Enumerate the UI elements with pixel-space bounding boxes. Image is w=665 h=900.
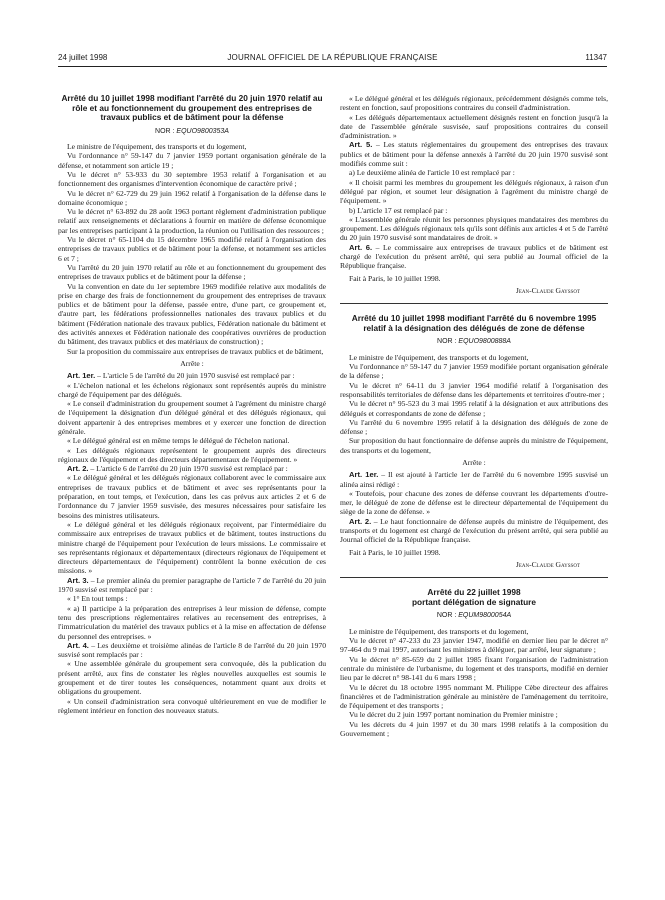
article-item: « Il choisit parmi les membres du groupement les délégués régionaux, à raison d'un délégué par région, et soumet leur désignation à l'agrément du ministre chargé de l'équipement. » (340, 177, 608, 206)
decree-title-line: Arrêté du 22 juillet 1998 (427, 587, 521, 598)
article-text: – L'article 5 de l'arrêté du 20 juin 1970 susvisé est remplacé par : (95, 371, 295, 381)
article-paragraph: « Le conseil d'administration du groupement soumet à l'agrément du ministre chargé de l'équipement la désignation d'un délégué général et des délégués régionaux, qui doivent appartenir à des entreprises membres et y exercer une fonction de direction générale. (58, 399, 326, 436)
article-label: Art. 4. (67, 640, 89, 650)
article-paragraph (58, 641, 326, 660)
article-label: Art. 1er. (349, 470, 379, 480)
decree-title-line: portant délégation de signature (411, 596, 536, 607)
preamble-paragraph: Vu le décret n° 64-11 du 3 janvier 1964 modifié relatif à l'organisation des responsabilités territoriales de défense dans les départements et territoires d'outre-mer ; (340, 380, 608, 399)
signing-place-date: Fait à Paris, le 10 juillet 1998. (349, 273, 441, 283)
article-paragraph (340, 517, 608, 545)
nor-code: EQUO9800353A (176, 127, 229, 135)
arrete-heading: Arrête : (462, 457, 486, 467)
article-item: b) L'article 17 est remplacé par : (349, 205, 448, 215)
article-paragraph: « Le délégué général est en même temps le délégué de l'échelon national. (67, 436, 290, 446)
section-divider (340, 303, 608, 304)
journal-title: JOURNAL OFFICIEL DE LA RÉPUBLIQUE FRANÇAISE (227, 53, 438, 62)
preamble-paragraph: Vu le décret du 18 octobre 1995 nommant M. Philippe Cèbe directeur des affaires financières et de l'administration générale au ministère de l'aménagement du territoire, de l'équipement et des transports ; (340, 682, 608, 711)
right-column (340, 94, 608, 738)
article-label: Art. 1er. (67, 371, 96, 381)
page-number: 11347 (585, 53, 607, 62)
article-paragraph: « a) Il participe à la préparation des entreprises à leur mission de défense, compte tenu des prescriptions réglementaires relatives au recensement des entreprises, à l'immatriculation du matériel des travaux publics et à la mise en affectation de défense du personnel des entreprises. » (58, 603, 326, 641)
article-paragraph: « 1° En tout temps : (67, 594, 128, 604)
nor-label: NOR : (437, 338, 459, 346)
article-label: Art. 6. (349, 242, 373, 252)
nor-label: NOR : (436, 612, 459, 620)
preamble-paragraph: Vu le décret n° 47-233 du 23 janvier 1947, modifié en dernier lieu par le décret n° 97-464 du 9 mai 1997, autorisant les ministres à déléguer, par arrêté, leur signature ; (340, 636, 608, 655)
preamble-paragraph: Sur la proposition du commissaire aux entreprises de travaux publics et de bâtiment, (67, 346, 324, 356)
left-column (58, 94, 326, 715)
nor-reference (340, 611, 608, 620)
preamble-paragraph: Le ministre de l'équipement, des transports et du logement, (67, 142, 247, 152)
article-label: Art. 2. (67, 464, 89, 474)
article-paragraph: « L'échelon national et les échelons régionaux sont représentés auprès du ministre chargé de l'équipement par des délégués. (58, 380, 326, 399)
article-text: – Le commissaire aux entreprises de travaux publics et de bâtiment est chargé de l'exécution du présent arrêté, qui sera publié au Journal officiel de la République française. (340, 242, 608, 271)
preamble-paragraph: Vu l'arrêté du 6 novembre 1995 relatif à la désignation des délégués de zone de défense ; (340, 417, 608, 437)
article-paragraph (58, 371, 326, 380)
article-text: – Les deuxième et troisième alinéas de l'article 8 de l'arrêté du 20 juin 1970 susvisé sont remplacés par : (58, 640, 326, 660)
nor-reference (340, 337, 608, 346)
preamble-paragraph: Vu le décret n° 85-659 du 2 juillet 1985 fixant l'organisation de l'administration centrale du ministère de l'urbanisme, du logement et des transports, modifié en dernier lieu par le décret n° 98-141 du 6 mars 1998 ; (340, 654, 608, 683)
decree-title: Arrêté du 10 juillet 1998 modifiant l'arrêté du 20 juin 1970 relatif au rôle et au fonctionnement du groupement des entreprises de travaux publics et de bâtiment pour la défense (61, 93, 323, 123)
signing-place-date: Fait à Paris, le 10 juillet 1998. (349, 547, 441, 557)
article-item: « L'assemblée générale réunit les personnes physiques mandataires des membres du groupement. Les délégués régionaux tels qu'ils sont définis aux articles 4 et 5 de l'arrêté du 20 juin 1970 susvisé sont mandataires de droit. » (340, 214, 608, 243)
preamble-paragraph: Le ministre de l'équipement, des transports et du logement, (349, 626, 529, 636)
article-paragraph (340, 243, 608, 271)
article-paragraph: « Un conseil d'administration sera convoqué ultérieurement en vue de modifier le règlement intérieur en fonction des nouveaux statuts. (58, 696, 326, 715)
preamble-paragraph: Vu le décret n° 63-892 du 28 août 1963 portant règlement d'administration publique relatif aux renseignements et déclarations à fournir en matière de défense économique par les entreprises participant à la production, la réunion ou l'utilisation des ressources ; (58, 207, 326, 235)
article-text: – L'article 6 de l'arrêté du 20 juin 1970 susvisé est remplacé par : (88, 464, 288, 474)
nor-label: NOR : (155, 127, 177, 135)
page-header (58, 52, 607, 67)
preamble-paragraph: Vu le décret n° 95-523 du 3 mai 1995 relatif à la désignation et aux attributions des délégués et correspondants de zone de défense ; (340, 399, 608, 418)
article-item: a) Le deuxième alinéa de l'article 10 est remplacé par : (349, 168, 515, 178)
decree-title (340, 588, 608, 607)
nor-code: EQUM9800054A (458, 612, 512, 620)
article-text: – Le haut fonctionnaire de défense auprès du ministre de l'équipement, des transports et du logement est chargé de l'exécution du présent arrêté, qui sera publié au Journal officiel de la République française. (340, 516, 608, 545)
article-label: Art. 5. (349, 140, 373, 150)
quote-paragraph: « Les délégués départementaux actuellement désignés restent en fonction jusqu'à la date de l'assemblée générale susvisée, sauf propositions contraires du conseil d'administration. » (340, 112, 608, 141)
decree-title: Arrêté du 10 juillet 1998 modifiant l'arrêté du 6 novembre 1995 relatif à la désignation des délégués de zone de défense (351, 313, 597, 333)
preamble-paragraph: Sur proposition du haut fonctionnaire de défense auprès du ministre de l'équipement, des transports et du logement, (340, 436, 608, 455)
quote-paragraph: « Le délégué général et les délégués régionaux, précédemment désignés comme tels, restent en fonction, sauf propositions contraires du conseil d'administration. (340, 94, 608, 113)
preamble-paragraph: Vu l'arrêté du 20 juin 1970 relatif au rôle et au fonctionnement du groupement des entreprises de travaux publics et de bâtiment pour la défense ; (58, 262, 326, 282)
article-paragraph: « Le délégué général et les délégués régionaux collaborent avec le commissaire aux entreprises de travaux publics et de bâtiment et avec ses représentants pour la préparation, en tout temps, et l'exécution, dans les cas prévus aux articles 2 et 6 de l'ordonnance du 7 janvier 1959 susvisée, des mesures nécessaires pour satisfaire les besoins des ministres utilisateurs. (58, 473, 326, 520)
article-paragraph: « Une assemblée générale du groupement sera convoquée, dès la publication du présent arrêté, aux fins de constater les règles nouvelles auxquelles est soumis le groupement et de tirer toutes les conséquences, notamment quant aux droits et obligations du groupement. (58, 659, 326, 697)
preamble-paragraph: Vu l'ordonnance n° 59-147 du 7 janvier 1959 modifiée portant organisation générale de la défense ; (340, 362, 608, 381)
preamble-paragraph: Vu le décret n° 53-933 du 30 septembre 1953 relatif à l'organisation et au fonctionnement des organismes d'intervention économique de caractère privé ; (58, 169, 326, 189)
article-paragraph (340, 140, 608, 168)
preamble-paragraph: Vu le décret n° 65-1104 du 15 décembre 1965 modifié relatif à l'organisation des entreprises de travaux publics et de bâtiment pour la défense, et notamment ses articles 6 et 7 ; (58, 235, 326, 263)
header-date: 24 juillet 1998 (58, 53, 108, 62)
nor-code: EQUO9800888A (458, 338, 511, 346)
signature: Jean-Claude Gayssot (515, 559, 580, 569)
section-divider (340, 577, 608, 578)
article-paragraph (58, 576, 326, 595)
quote-paragraph: « Toutefois, pour chacune des zones de défense couvrant les départements d'outre-mer, le délégué de zone de défense est le directeur départemental de l'équipement du siège de la zone de défense. » (340, 488, 608, 517)
article-paragraph: « Le délégué général et les délégués régionaux reçoivent, par l'intermédiaire du commissaire aux entreprises de travaux publics et de bâtiment, toutes instructions du ministre chargé de l'équipement pour l'exécution de leurs missions. Le commissaire et ses représentants régionaux et départementaux (directeurs régionaux de l'équipement et directeurs départementaux de l'équipement) contrôlent la bonne exécution de ces missions. » (58, 519, 326, 576)
article-paragraph: « Les délégués régionaux représentent le groupement auprès des directeurs régionaux de l'équipement et des directeurs départementaux de l'équipement. » (58, 445, 326, 464)
preamble-paragraph: Vu le décret du 2 juin 1997 portant nomination du Premier ministre ; (349, 710, 558, 720)
article-text: – Le premier alinéa du premier paragraphe de l'article 7 de l'arrêté du 20 juin 1970 susvisé est remplacé par : (58, 575, 326, 595)
article-paragraph (340, 470, 608, 489)
preamble-paragraph: Vu le décret n° 62-729 du 29 juin 1962 relatif à l'organisation de la défense dans le domaine économique ; (58, 188, 326, 207)
nor-reference (58, 127, 326, 136)
preamble-paragraph: Le ministre de l'équipement, des transports et du logement, (349, 352, 529, 362)
article-label: Art. 2. (349, 516, 372, 526)
preamble-paragraph: Vu les décrets du 4 juin 1997 et du 30 mars 1998 relatifs à la composition du Gouvernement ; (340, 719, 608, 738)
article-text: – Les statuts réglementaires du groupement des entreprises des travaux publics et de bâtiment pour la défense annexés à l'arrêté du 20 juin 1970 susvisé sont modifiés comme suit : (340, 140, 608, 169)
signature: Jean-Claude Gayssot (515, 285, 580, 295)
preamble-paragraph: Vu la convention en date du 1er septembre 1969 modifiée relative aux modalités de prise en charge des frais de fonctionnement du groupement des entreprises de travaux publics et de bâtiment pour la défense, passée entre, d'une part, ce groupement et, d'autre part, les fédérations professionnelles nationales des travaux publics et du bâtiment (Fédération nationale des travaux publics, Fédération nationale du bâtiment et des activités annexes et Fédération nationale des coopératives ouvrières de production du bâtiment, des travaux publics et des matériaux de construction) ; (58, 281, 326, 347)
preamble-paragraph: Vu l'ordonnance n° 59-147 du 7 janvier 1959 portant organisation générale de la défense, et notamment son article 19 ; (58, 151, 326, 170)
article-paragraph (58, 464, 326, 473)
arrete-heading: Arrête : (180, 358, 204, 368)
article-text: – Il est ajouté à l'article 1er de l'arrêté du 6 novembre 1995 susvisé un alinéa ainsi rédigé : (340, 470, 608, 489)
article-label: Art. 3. (67, 575, 89, 585)
